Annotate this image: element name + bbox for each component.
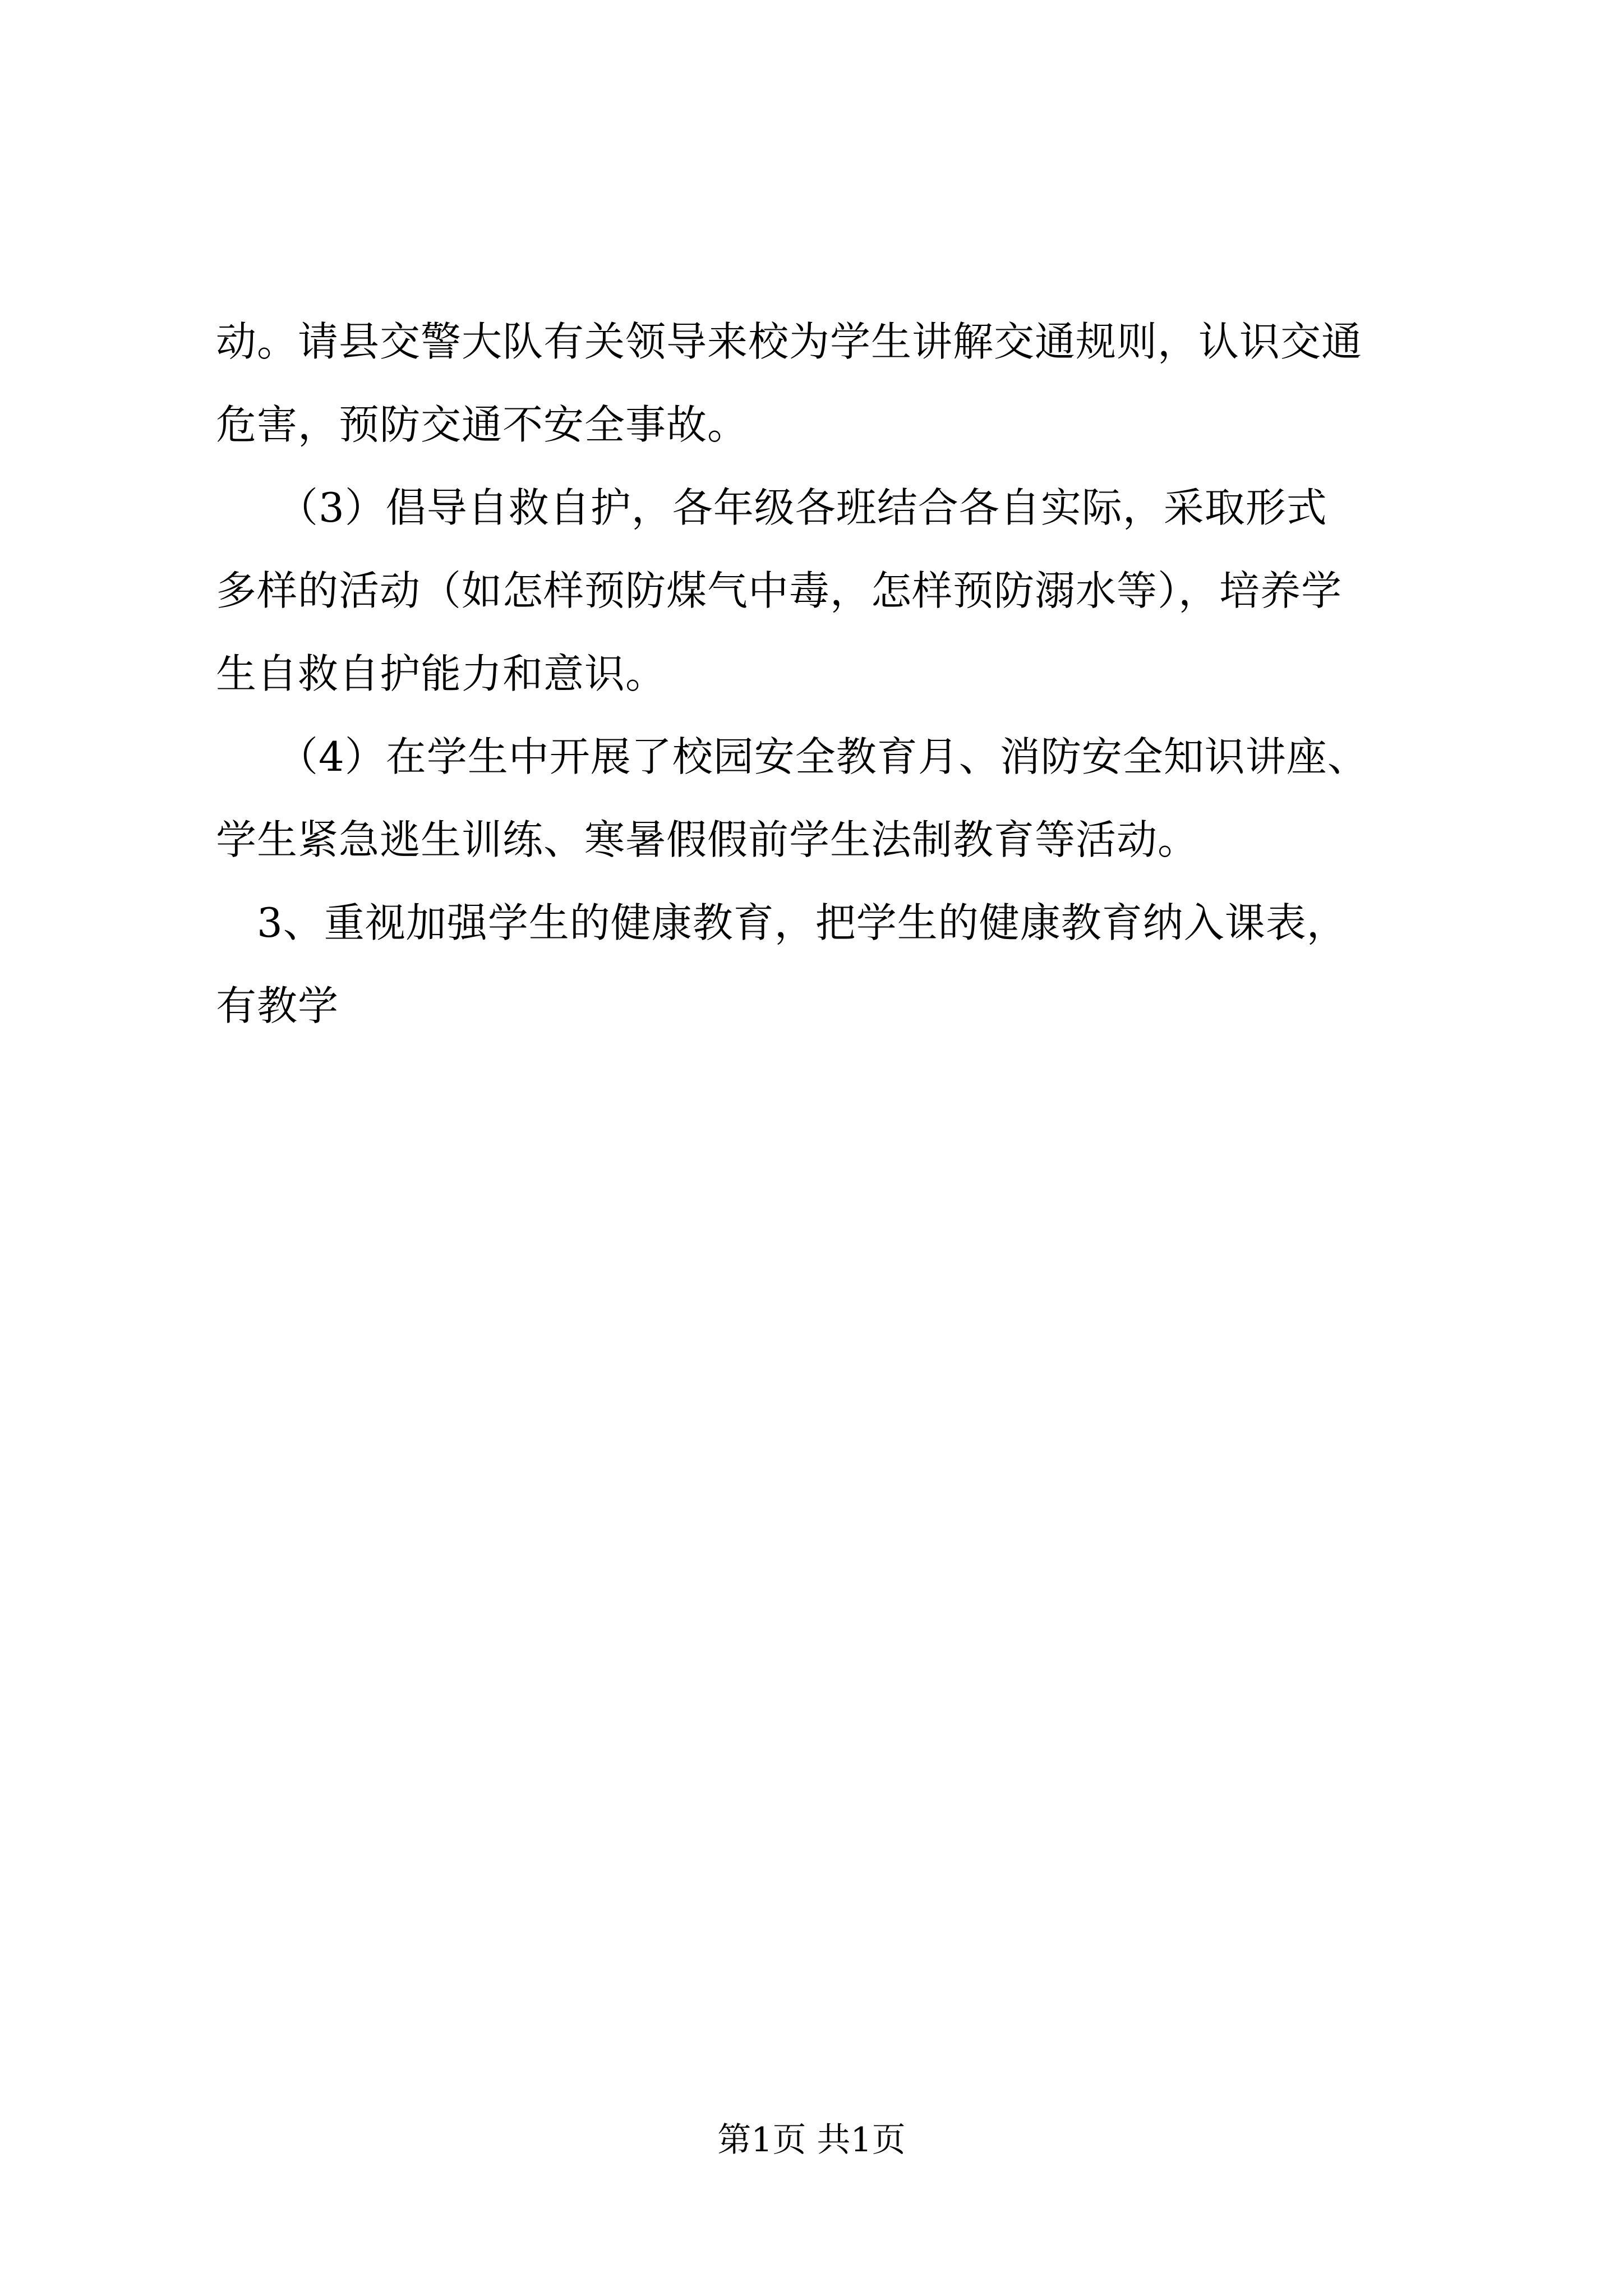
text-line: 生自救自护能力和意识。 — [216, 650, 667, 697]
text-line: （3）倡导自救自护，各年级各班结合各自实际，采取形式 — [216, 484, 1327, 531]
text-line: 危害，预防交通不安全事故。 — [216, 401, 749, 448]
text-line: 多样的活动（如怎样预防煤气中毒，怎样预防溺水等），培养学 — [216, 567, 1343, 614]
document-body — [216, 300, 1472, 1047]
text-line: 动。请县交警大队有关领导来校为学生讲解交通规则，认识交通 — [216, 318, 1363, 365]
text-line: 学生紧急逃生训练、寒暑假假前学生法制教育等活动。 — [216, 816, 1199, 863]
text-line: 有教学 — [216, 982, 339, 1029]
page-footer: 第1页 共1页 — [717, 2120, 906, 2160]
text-line: （4）在学生中开展了校园安全教育月、消防安全知识讲座、 — [216, 733, 1368, 780]
text-line: 3、重视加强学生的健康教育，把学生的健康教育纳入课表， — [216, 899, 1348, 946]
